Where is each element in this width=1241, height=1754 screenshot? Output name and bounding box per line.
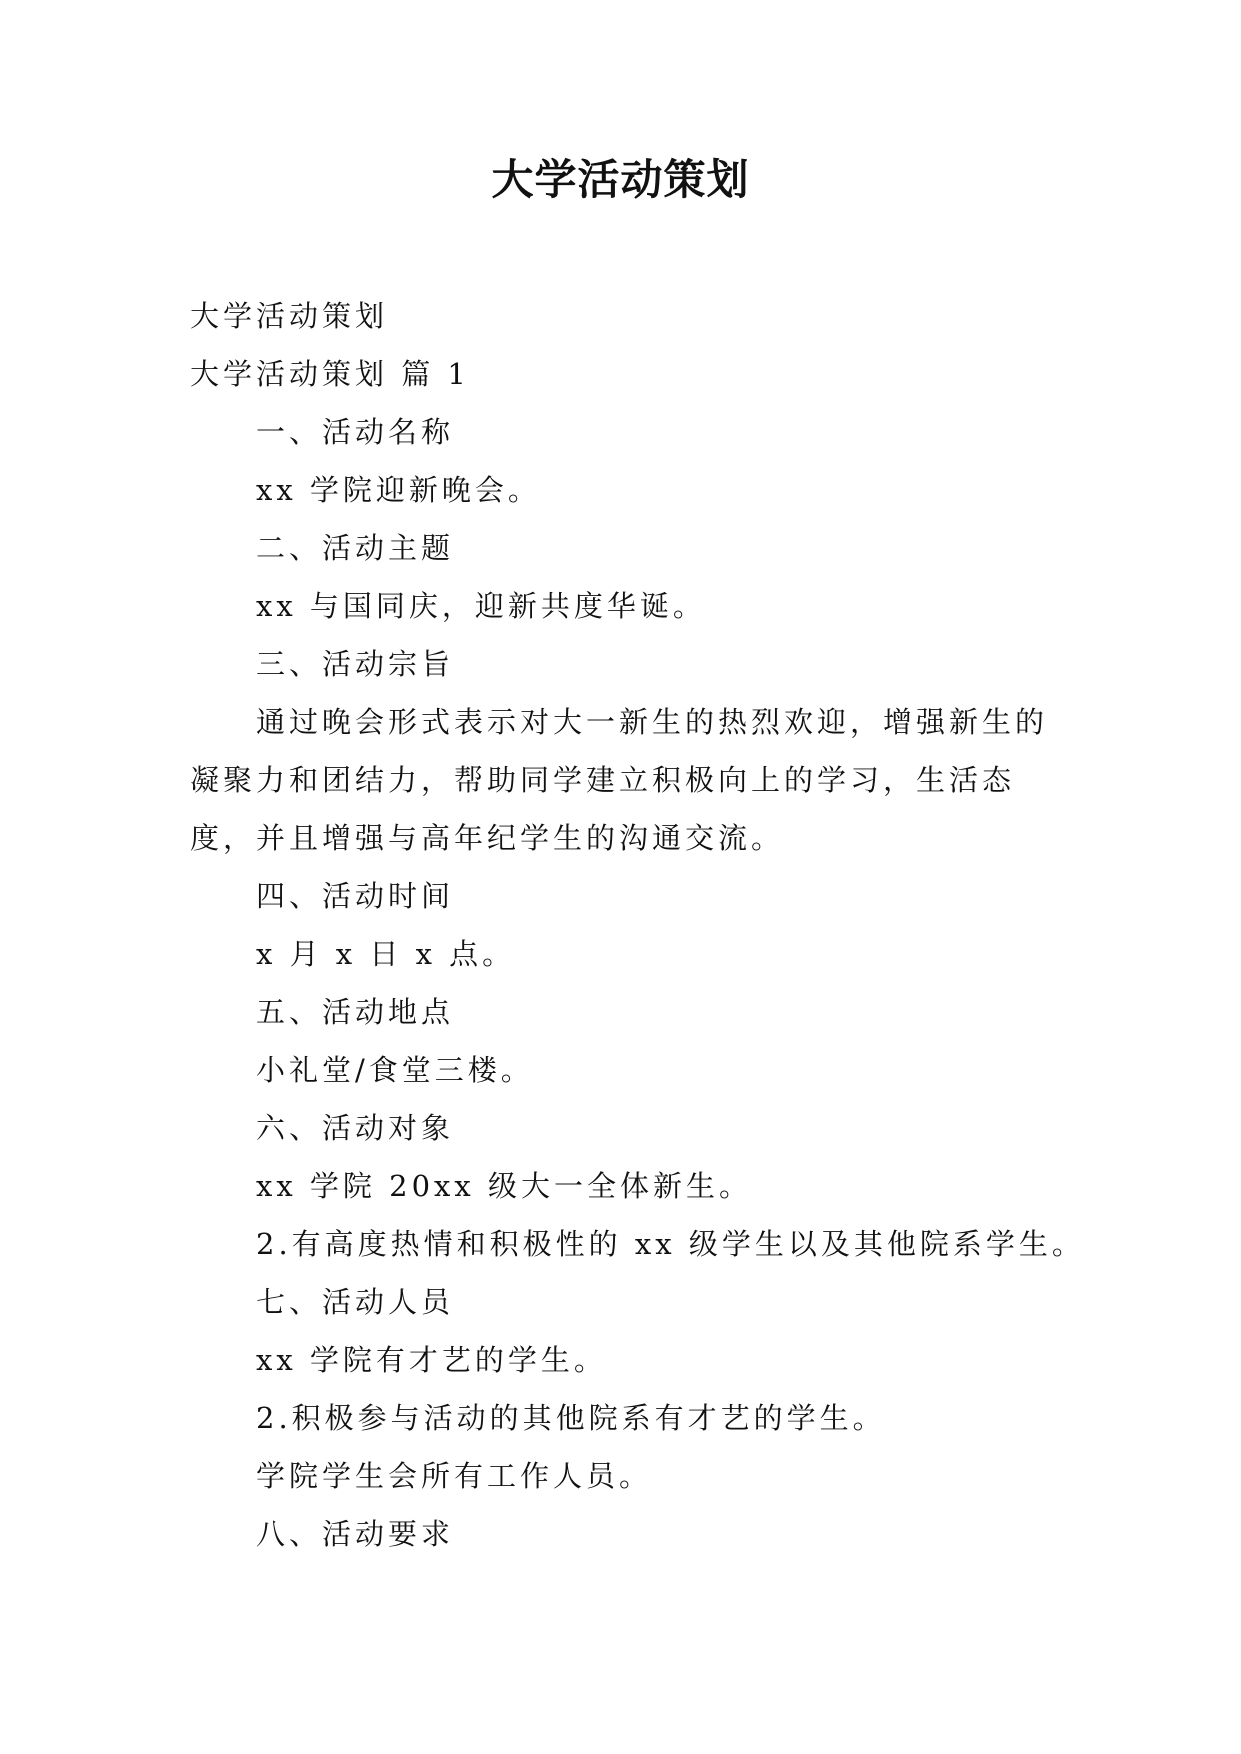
item-text-activity-location: 小礼堂/食堂三楼。 — [256, 1053, 534, 1087]
item-text-audience-2: 2.有高度热情和积极性的 xx 级学生以及其他院系学生。 — [256, 1227, 1085, 1261]
item-text-activity-time: x 月 x 日 x 点。 — [256, 937, 516, 971]
item-text-activity-purpose: 通过晚会形式表示对大一新生的热烈欢迎，增强新生的凝聚力和团结力，帮助同学建立积极向上的学习，生活态度，并且增强与高年纪学生的沟通交流。 — [190, 705, 1049, 855]
item-heading-activity-audience: 六、活动对象 — [256, 1111, 455, 1145]
body-heading: 大学活动策划 — [190, 299, 389, 333]
item-heading-activity-purpose: 三、活动宗旨 — [256, 647, 455, 681]
item-heading-activity-staff: 七、活动人员 — [256, 1285, 455, 1319]
item-heading-activity-theme: 二、活动主题 — [256, 531, 455, 565]
item-text-staff-2: 2.积极参与活动的其他院系有才艺的学生。 — [256, 1401, 886, 1435]
item-heading-activity-name: 一、活动名称 — [256, 415, 455, 449]
item-heading-activity-location: 五、活动地点 — [256, 995, 455, 1029]
item-text-staff-1: xx 学院有才艺的学生。 — [256, 1343, 607, 1377]
document-body — [190, 287, 1090, 1563]
item-text-activity-theme: xx 与国同庆，迎新共度华诞。 — [256, 589, 706, 623]
item-heading-activity-time: 四、活动时间 — [256, 879, 455, 913]
section-heading-part-1: 大学活动策划 篇 1 — [190, 357, 470, 391]
item-text-activity-name: xx 学院迎新晚会。 — [256, 473, 541, 507]
item-heading-activity-requirements: 八、活动要求 — [256, 1517, 455, 1551]
document-title: 大学活动策划 — [491, 155, 750, 204]
item-text-staff-3: 学院学生会所有工作人员。 — [256, 1459, 653, 1493]
item-text-audience-1: xx 学院 20xx 级大一全体新生。 — [256, 1169, 752, 1203]
